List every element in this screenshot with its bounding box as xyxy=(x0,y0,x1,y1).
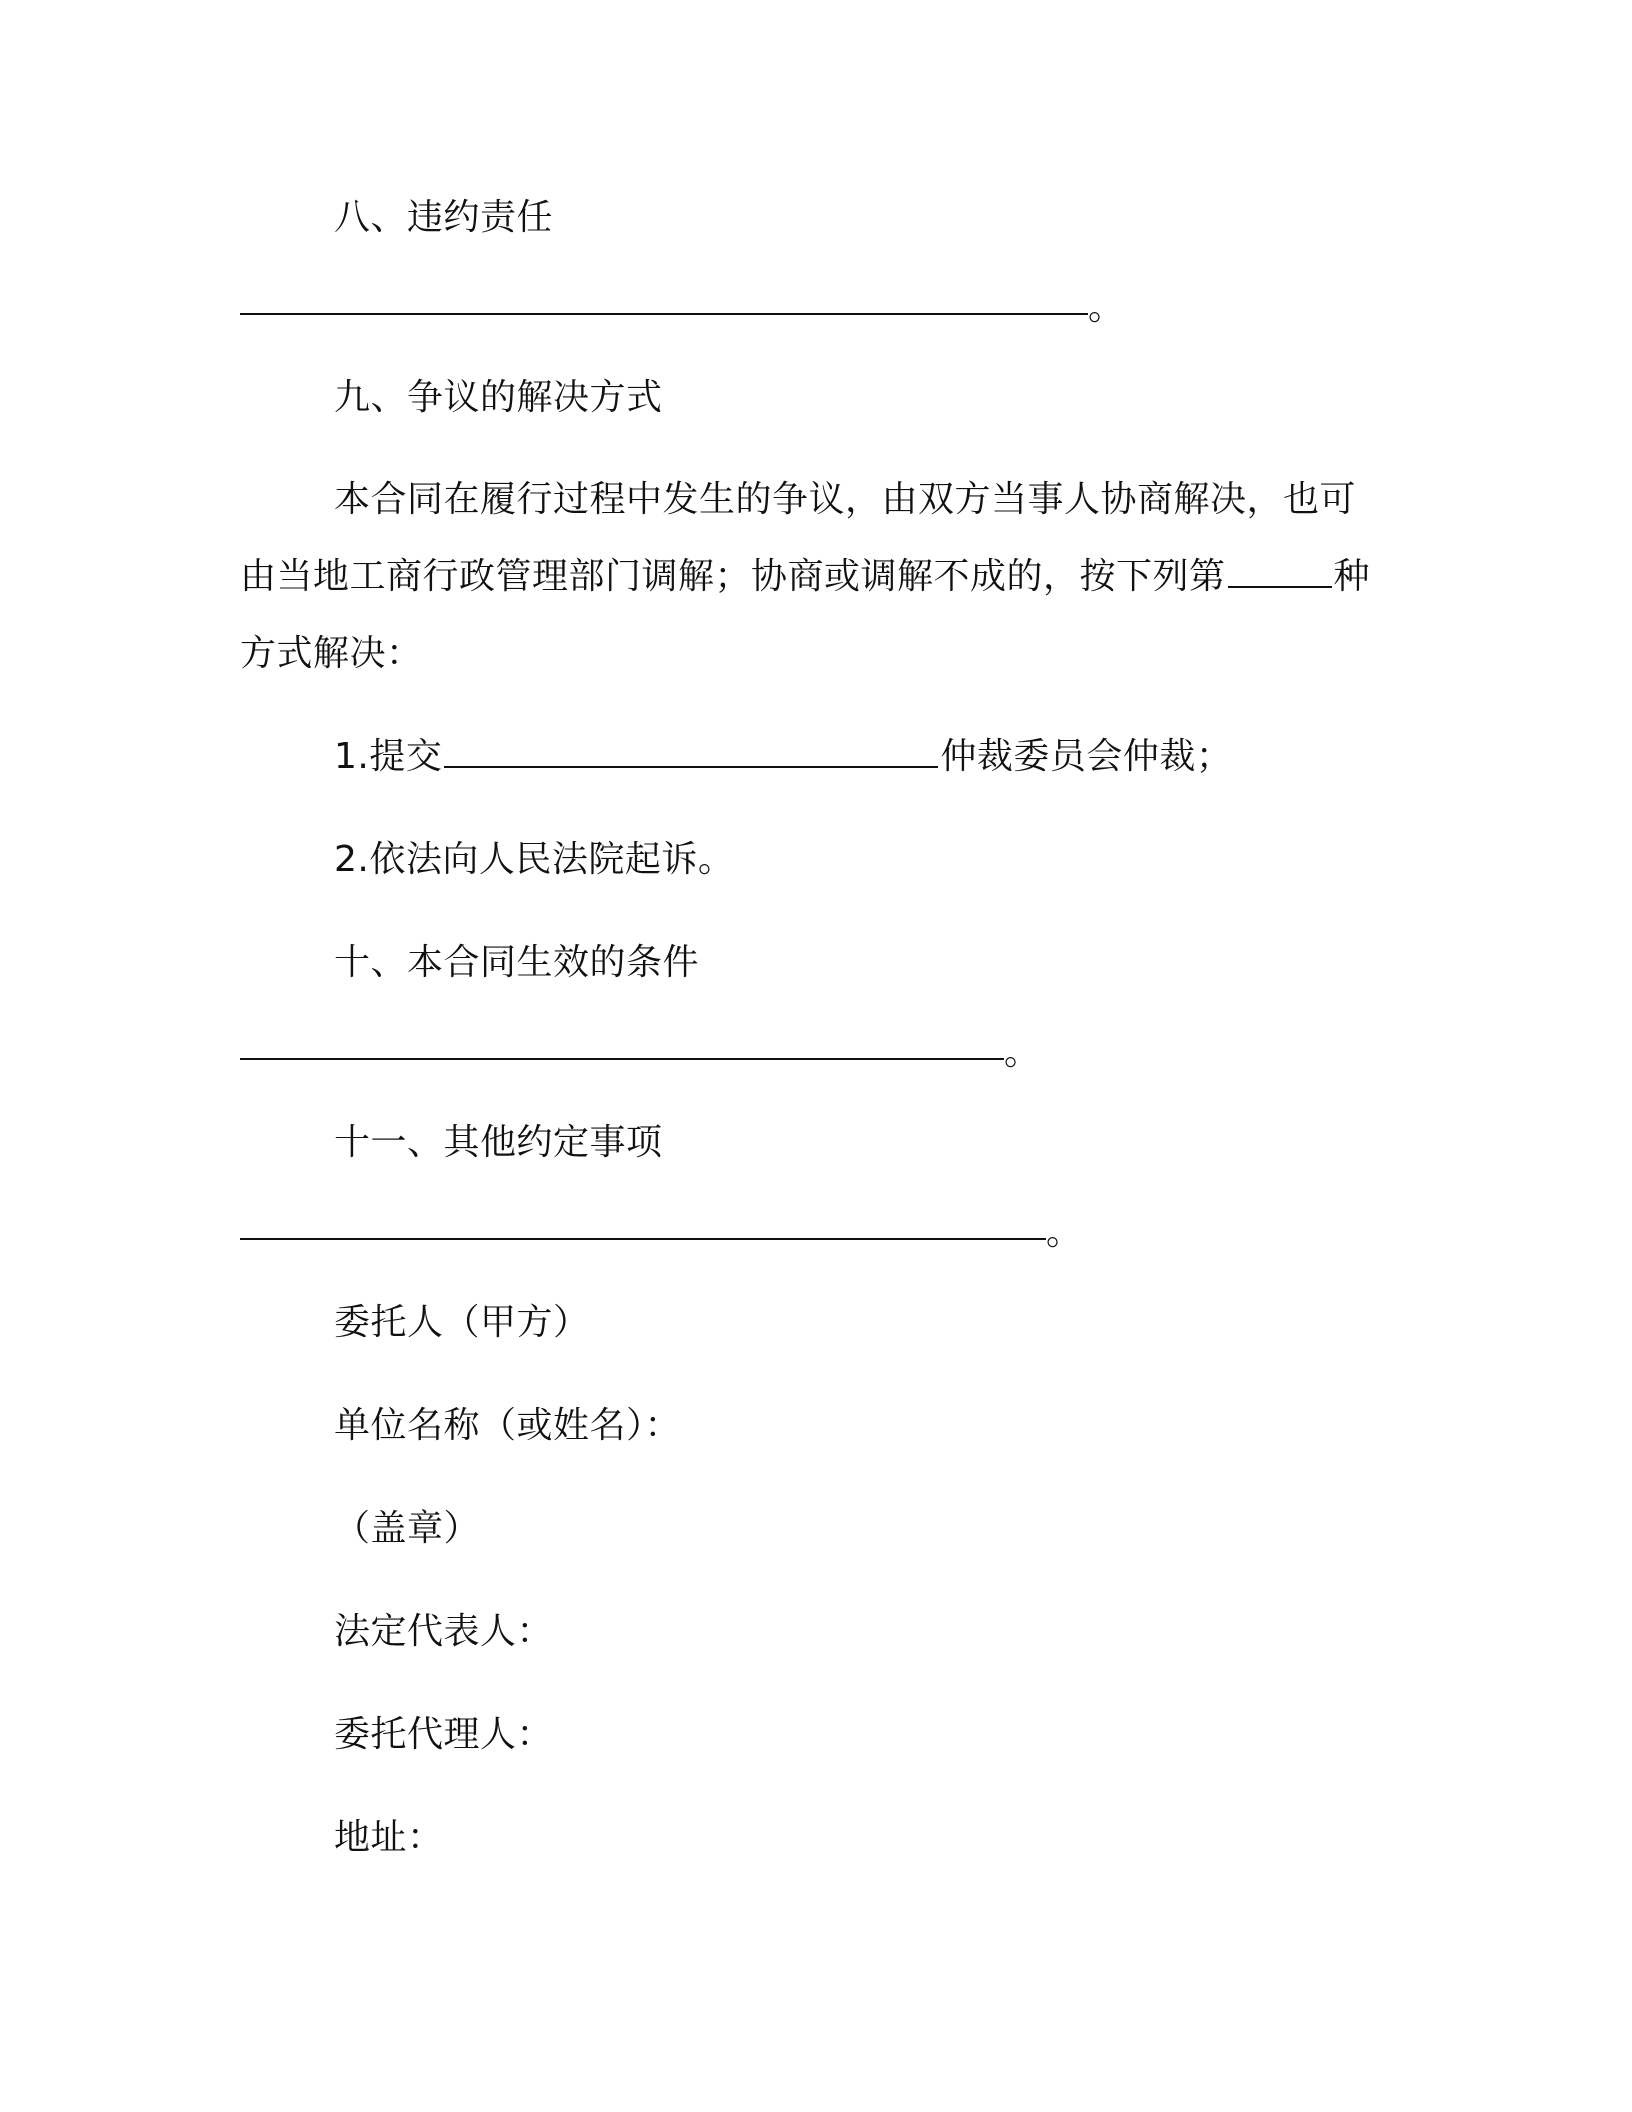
section-9-paragraph-line-2-end: 种 xyxy=(1333,556,1371,597)
party-a-title: 委托人（甲方） xyxy=(334,1302,590,1343)
address-label: 地址： xyxy=(334,1817,444,1858)
section-9-option-1 xyxy=(334,735,1232,779)
section-9-heading: 九、争议的解决方式 xyxy=(334,377,663,418)
option-1-prefix: 1.提交 xyxy=(334,736,443,777)
option-number-blank[interactable] xyxy=(1228,556,1332,588)
section-9-option-2: 2.依法向人民法院起诉。 xyxy=(334,839,735,880)
unit-name-label: 单位名称（或姓名）： xyxy=(334,1405,682,1446)
option-1-suffix: 仲裁委员会仲裁； xyxy=(940,736,1233,777)
section-11-blank[interactable] xyxy=(240,1238,1046,1240)
section-10-period: 。 xyxy=(1004,1032,1041,1073)
section-9-paragraph-line-2 xyxy=(240,555,1370,599)
section-8-period: 。 xyxy=(1088,287,1125,328)
section-11-heading: 十一、其他约定事项 xyxy=(334,1122,663,1163)
section-8-blank[interactable] xyxy=(240,313,1088,315)
agent-label: 委托代理人： xyxy=(334,1714,554,1755)
section-10-heading: 十、本合同生效的条件 xyxy=(334,942,700,983)
section-11-period: 。 xyxy=(1046,1212,1083,1253)
seal-label: （盖章） xyxy=(334,1508,481,1549)
section-9-paragraph-line-3: 方式解决： xyxy=(240,633,423,674)
section-8-heading: 八、违约责任 xyxy=(334,197,554,238)
legal-representative-label: 法定代表人： xyxy=(334,1611,554,1652)
arbitration-committee-blank[interactable] xyxy=(444,736,938,768)
section-9-paragraph-line-2-text: 由当地工商行政管理部门调解；协商或调解不成的，按下列第 xyxy=(240,556,1226,597)
section-10-blank[interactable] xyxy=(240,1058,1004,1060)
section-9-paragraph-line-1: 本合同在履行过程中发生的争议，由双方当事人协商解决，也可 xyxy=(334,479,1357,520)
